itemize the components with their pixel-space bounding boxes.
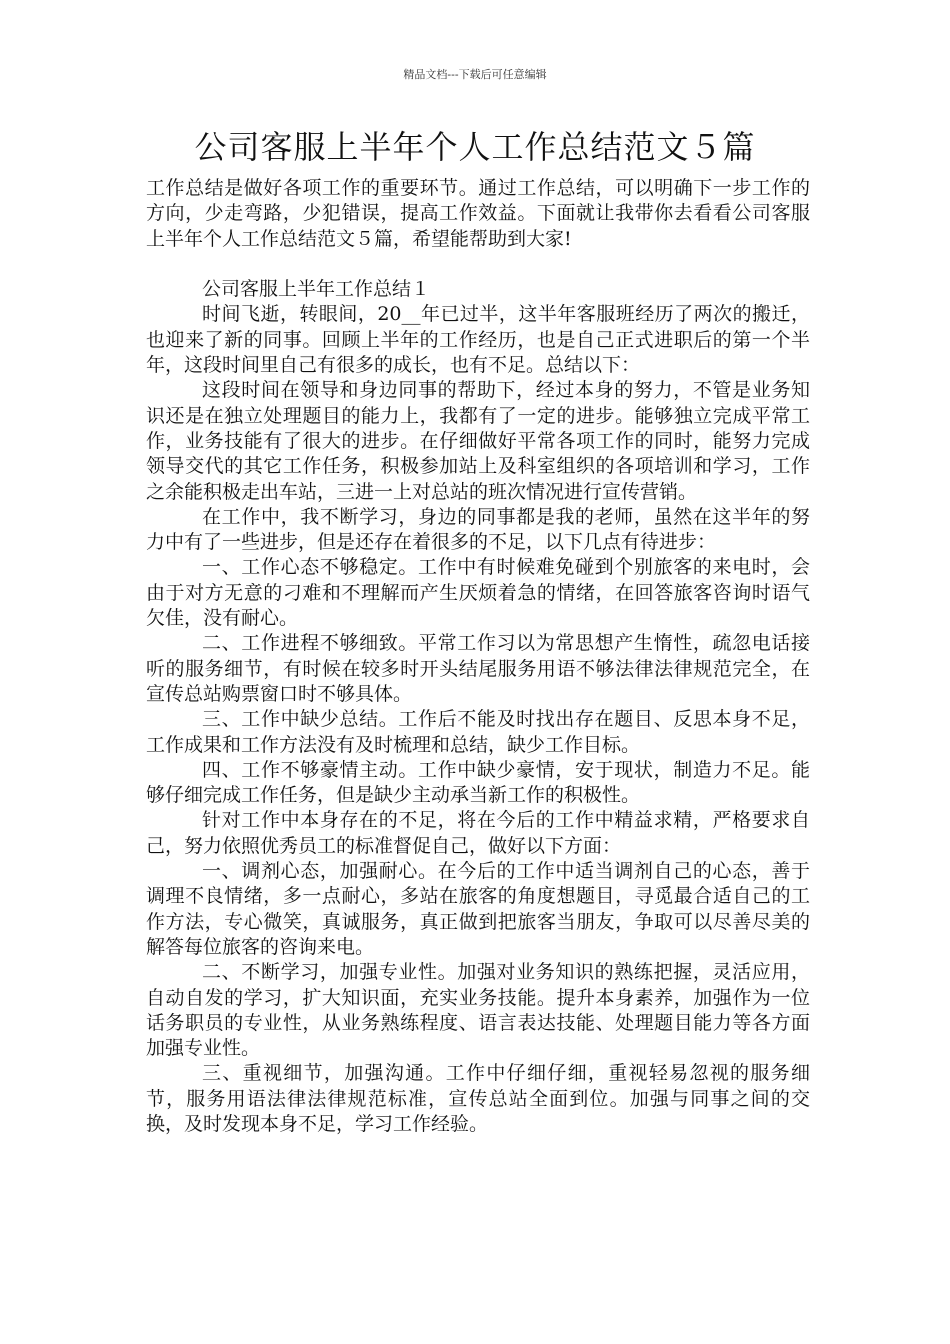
section-heading: 公司客服上半年工作总结１: [202, 278, 431, 301]
body-paragraph: 二、工作进程不够细致。平常工作习以为常思想产生惰性，疏忽电话接听的服务细节，有时候在较多时开头结尾服务用语不够法律法律规范完全，在宣传总站购票窗口时不够具体。: [146, 632, 810, 705]
body-paragraph: 时间飞逝，转眼间，20__年已过半，这半年客服班经历了两次的搬迁，也迎来了新的同事。回顾上半年的工作经历，也是自己正式进职后的第一个半年，这段时间里自己有很多的成长，也有不足。总结以下：: [146, 303, 810, 377]
document-title: 公司客服上半年个人工作总结范文５篇: [194, 128, 756, 166]
intro-paragraph: 工作总结是做好各项工作的重要环节。通过工作总结，可以明确下一步工作的方向，少走弯路，少犯错误，提高工作效益。下面就让我带你去看看公司客服上半年个人工作总结范文５篇，希望能帮助到大家!: [146, 177, 810, 250]
body-paragraph: 四、工作不够豪情主动。工作中缺少豪情，安于现状，制造力不足。能够仔细完成工作任务，但是缺少主动承当新工作的积极性。: [146, 758, 810, 807]
page-header: 精品文档---下载后可任意编辑: [403, 68, 547, 81]
body-paragraph: 针对工作中本身存在的不足，将在今后的工作中精益求精，严格要求自己，努力依照优秀员工的标准督促自己，做好以下方面：: [146, 809, 810, 857]
body-paragraph: 三、工作中缺少总结。工作后不能及时找出存在题目、反思本身不足，工作成果和工作方法没有及时梳理和总结，缺少工作目标。: [146, 708, 810, 756]
body-paragraph: 二、不断学习，加强专业性。加强对业务知识的熟练把握，灵活应用，自动自发的学习，扩大知识面，充实业务技能。提升本身素养，加强作为一位话务职员的专业性，从业务熟练程度、语言表达技能、处理题目能力等各方面加强专业性。: [146, 961, 810, 1060]
body-paragraph: 一、工作心态不够稳定。工作中有时候难免碰到个别旅客的来电时，会由于对方无意的刁难和不理解而产生厌烦着急的情绪，在回答旅客咨询时语气欠佳，没有耐心。: [146, 556, 810, 630]
body-paragraph: 三、重视细节，加强沟通。工作中仔细仔细，重视轻易忽视的服务细节，服务用语法律法律规范标准，宣传总站全面到位。加强与同事之间的交换，及时发现本身不足，学习工作经验。: [146, 1062, 810, 1135]
body-paragraph: 一、调剂心态，加强耐心。在今后的工作中适当调剂自己的心态，善于调理不良情绪，多一点耐心，多站在旅客的角度想题目，寻觅最合适自己的工作方法，专心微笑，真诚服务，真正做到把旅客当朋友，争取可以尽善尽美的解答每位旅客的咨询来电。: [146, 860, 810, 958]
body-paragraph: 在工作中，我不断学习，身边的同事都是我的老师，虽然在这半年的努力中有了一些进步，但是还存在着很多的不足，以下几点有待进步：: [146, 505, 810, 554]
body-paragraph: 这段时间在领导和身边同事的帮助下，经过本身的努力，不管是业务知识还是在独立处理题目的能力上，我都有了一定的进步。能够独立完成平常工作，业务技能有了很大的进步。在仔细做好平常各项工作的同时，能努力完成领导交代的其它工作任务，积极参加站上及科室组织的各项培训和学习，工作之余能积极走出车站，三进一上对总站的班次情况进行宣传营销。: [146, 379, 810, 503]
blank-line: [146, 252, 810, 277]
document-body: [146, 176, 810, 1137]
